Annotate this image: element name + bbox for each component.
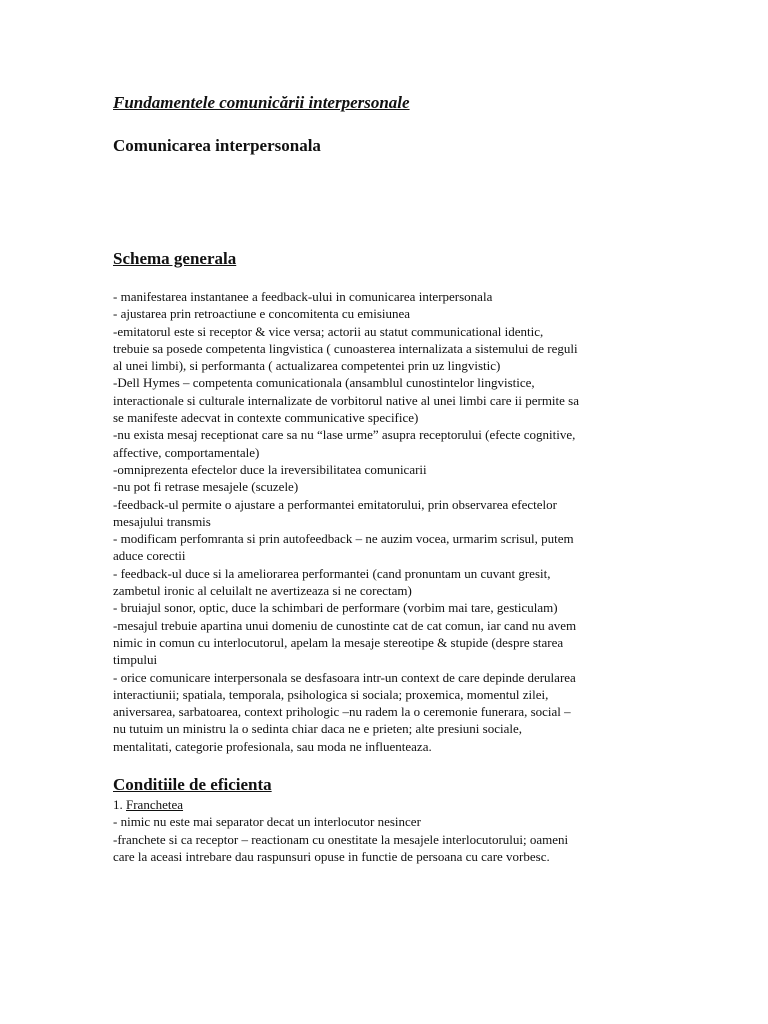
list-item-number: 1.	[113, 797, 123, 813]
section-body-conditiile-de-eficienta: - nimic nu este mai separator decat un interlocutor nesincer -franchete si ca receptor – reactionam cu onestitate la mesajele interlocutorului; oameni care la aceasi intrebare dau raspunsuri opuse in functie de persoana cu care vorbesc.	[113, 814, 569, 864]
list-item-title: Franchetea	[126, 797, 184, 813]
document-subtitle: Comunicarea interpersonala	[113, 136, 321, 155]
document-page	[113, 92, 658, 865]
list-item-heading	[113, 796, 658, 813]
section-heading-schema-generala: Schema generala	[113, 249, 237, 268]
document-title: Fundamentele comunicării interpersonale	[113, 93, 410, 112]
section-heading-conditiile-de-eficienta: Conditiile de eficienta	[113, 775, 272, 795]
section-body-schema-generala: - manifestarea instantanee a feedback-ului in comunicarea interpersonala - ajustarea prin retroactiune e concomitenta cu emisiunea -emitatorul este si receptor & vice versa; actorii au statut communicational identic, trebuie sa posede competenta lingvistica ( cunoasterea internalizata a sistemului de reguli al unei limbi), si performanta ( actualizarea competentei prin uz lingvistic) -Dell Hymes – competenta comunicationala (ansamblul cunostintelor lingvistice, interactionale si culturale internalizate de vorbitorul native al unei limbi care ii permite sa se manifeste adecvat in contexte communicative specifice) -nu exista mesaj receptionat care sa nu “lase urme” asupra receptorului (efecte cognitive, affective, comportamentale) -omniprezenta efectelor duce la ireversibilitatea comunicarii -nu pot fi retrase mesajele (scuzele) -feedback-ul permite o ajustare a performantei emitatorului, prin observarea efectelor mesajului transmis - modificam perfomranta si prin autofeedback – ne auzim vocea, urmarim scrisul, putem aduce corectii - feedback-ul duce si la ameliorarea performantei (cand pronuntam un cuvant gresit, zambetul ironic al celuilalt ne avertizeaza si ne corectam) - bruiajul sonor, optic, duce la schimbari de performare (vorbim mai tare, gesticulam) -mesajul trebuie apartina unui domeniu de cunostinte cat de cat comun, iar cand nu avem nimic in comun cu interlocutorul, apelam la mesaje stereotipe & stupide (despre starea timpului - orice comunicare interpersonala se desfasoara intr-un context de care depinde derularea interactiunii; spatiala, temporala, psihologica si sociala; proxemica, momentul zilei, aniversarea, sarbatoarea, context prihologic –nu radem la o ceremonie funerara, social – nu tutuim un ministru la o sedinta chiar daca ne e prieten; alte presiuni sociale, mentalitati, categorie profesionala, sau moda ne influenteaza.	[113, 289, 580, 754]
